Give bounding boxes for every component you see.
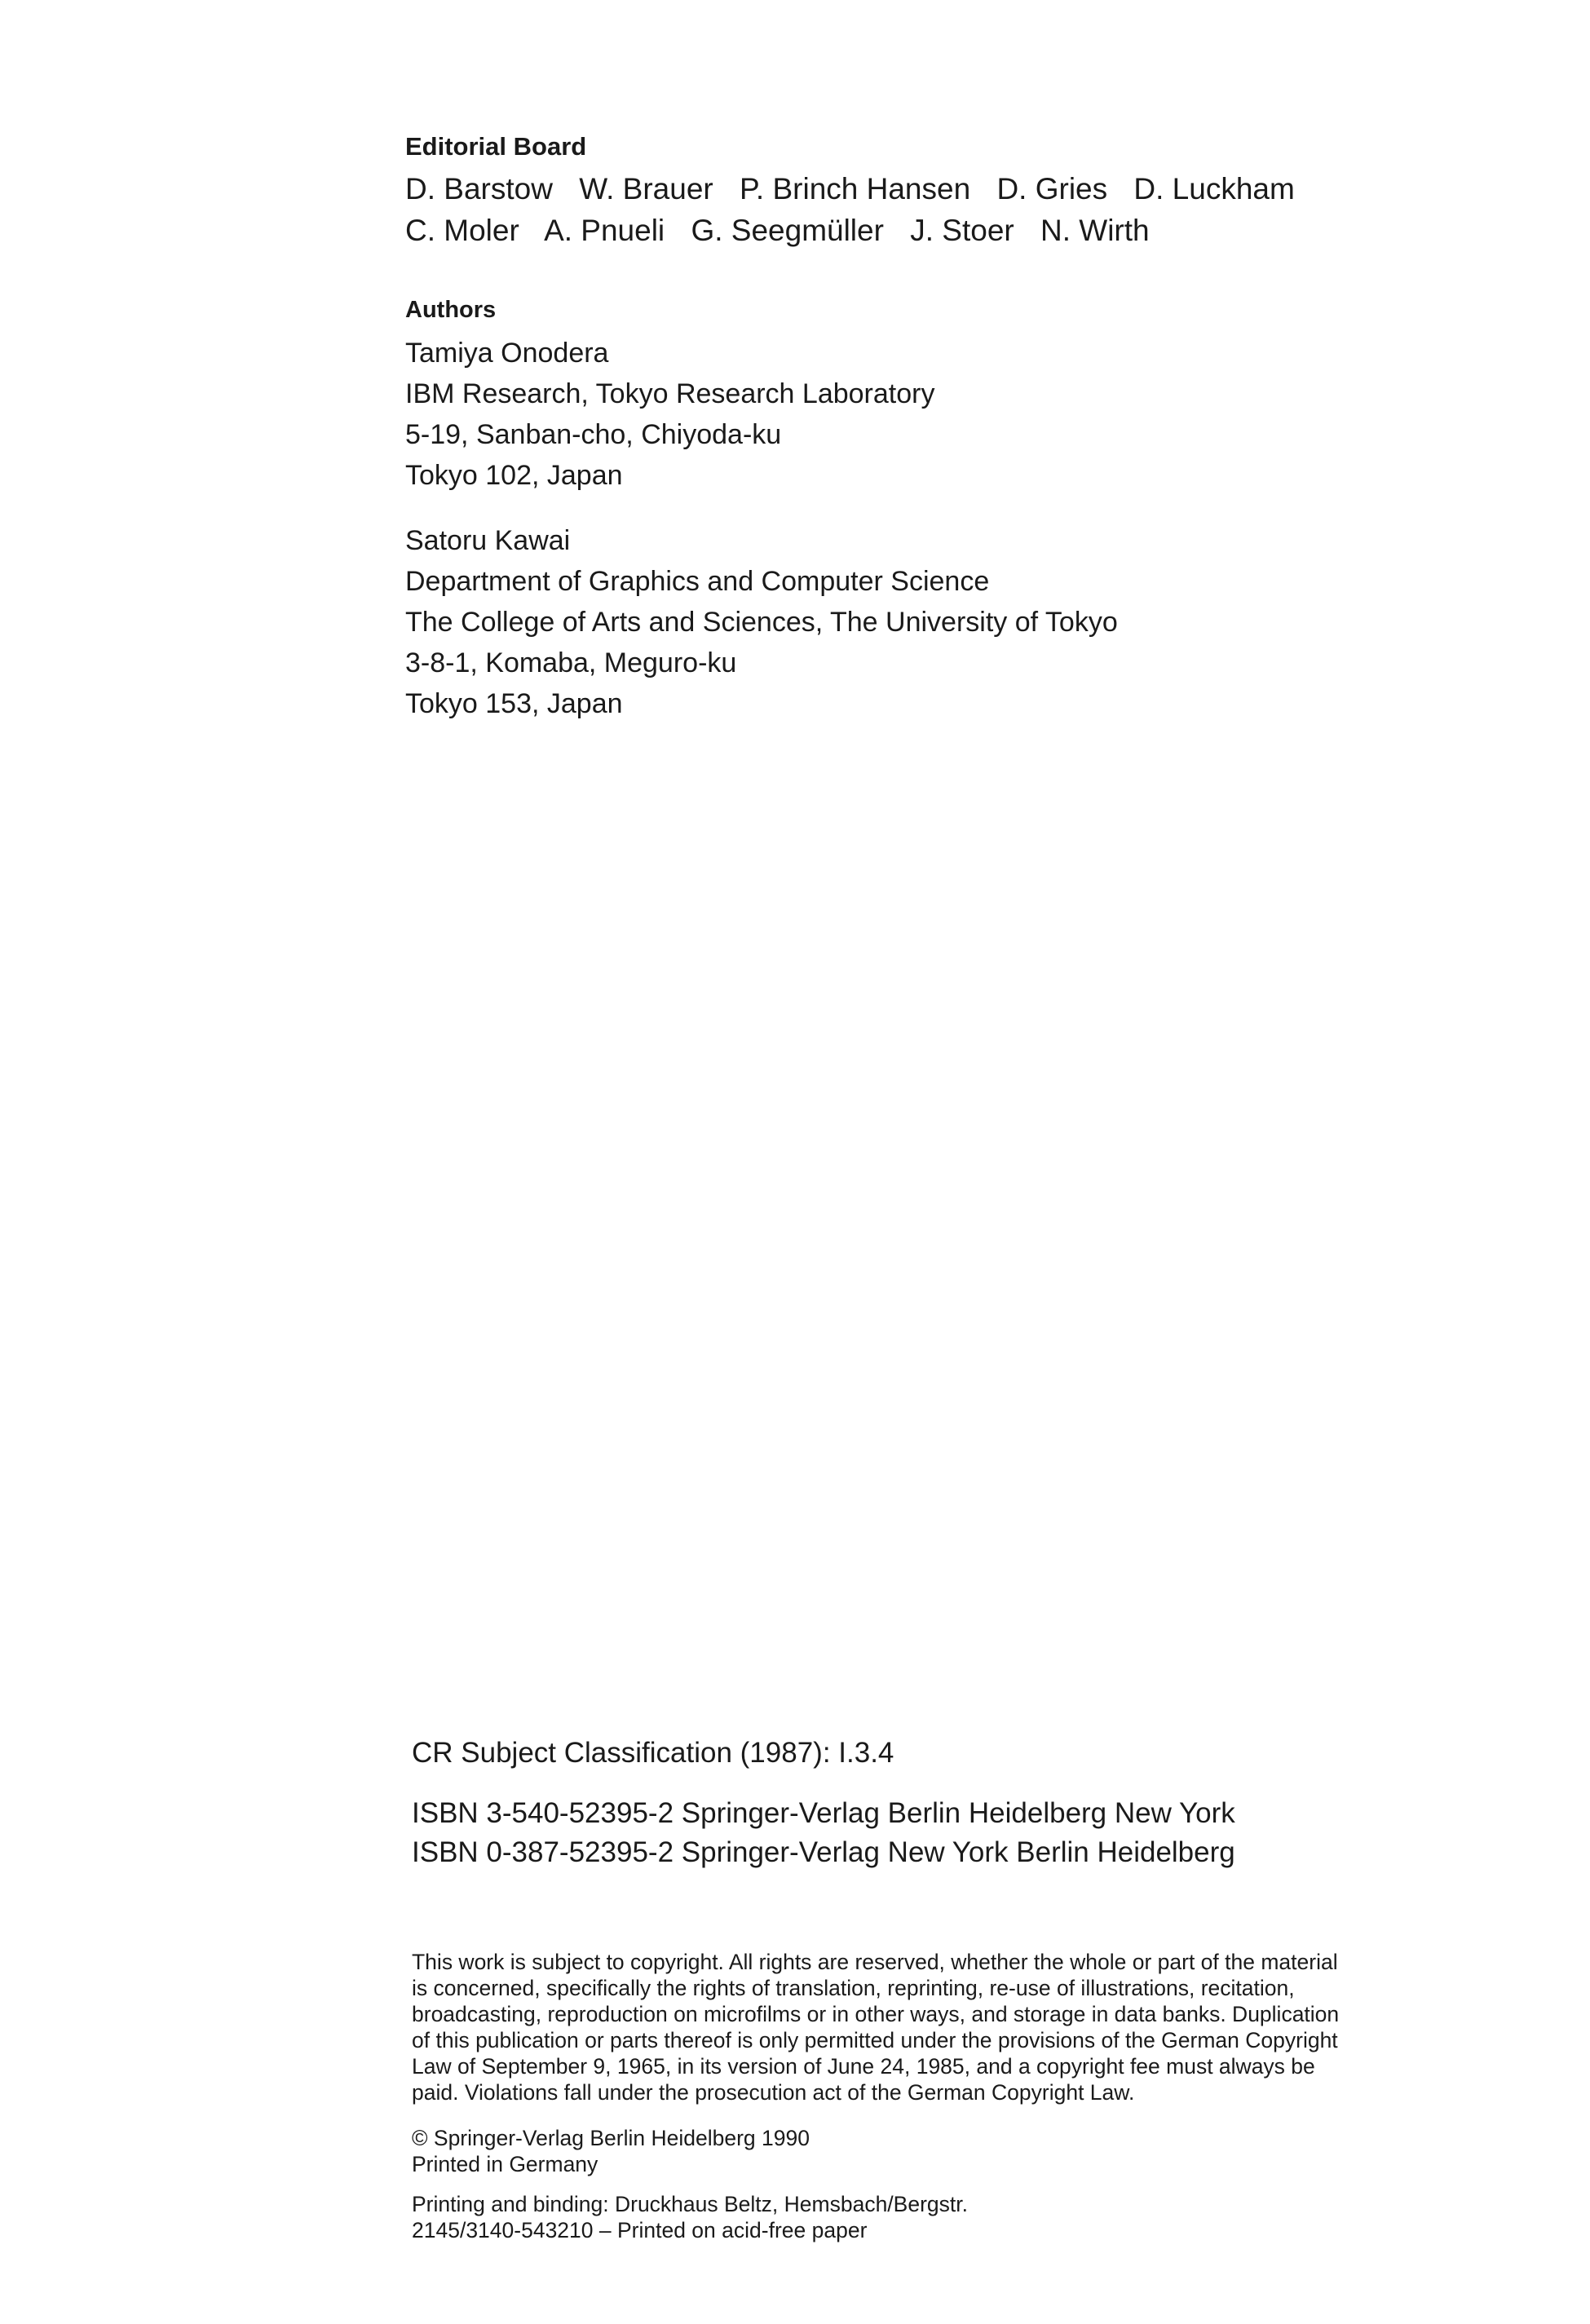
printing-info [412,2191,968,2243]
classification-text: CR Subject Classification (1987): I.3.4 [412,1737,894,1769]
isbn-section [412,1794,1235,1872]
notice-line: This work is subject to copyright. All rights are reserved, whether the whole or part of the material [412,1950,1338,1974]
notice-line: broadcasting, reproduction on microfilms or in other ways, and storage in data banks. Duplication [412,2002,1340,2026]
author-name: Satoru Kawai [405,525,571,556]
board-member: G. Seegmüller [691,214,884,247]
notice-line: is concerned, specifically the rights of translation, reprinting, re-use of illustrations, recitation, [412,1976,1295,2000]
authors-heading: Authors [405,297,497,323]
address-line: IBM Research, Tokyo Research Laboratory [405,378,935,409]
board-member: D. Gries [996,172,1108,205]
board-member: D. Barstow [405,172,553,205]
copyright-line: © Springer-Verlag Berlin Heidelberg 1990 [412,2126,810,2150]
address-line: Tokyo 102, Japan [405,460,623,491]
address-line: Tokyo 153, Japan [405,688,623,719]
address-line: Department of Graphics and Computer Science [405,566,990,597]
notice-line: of this publication or parts thereof is only permitted under the provisions of the German Copyright [412,2028,1338,2052]
isbn-line: ISBN 3-540-52395-2 Springer-Verlag Berlin Heidelberg New York [412,1797,1235,1829]
board-member: A. Pnueli [544,214,665,247]
board-member: D. Luckham [1133,172,1295,205]
author-1-address [405,333,1118,496]
board-member: P. Brinch Hansen [740,172,971,205]
author-2-address [405,520,1118,724]
cr-classification [412,1734,894,1773]
copyright-notice [412,1949,1339,2105]
address-line: 3-8-1, Komaba, Meguro-ku [405,647,737,678]
address-line: 5-19, Sanban-cho, Chiyoda-ku [405,419,782,450]
editorial-board-heading: Editorial Board [405,132,587,161]
board-member: W. Brauer [579,172,713,205]
publisher-info [412,2125,810,2177]
editorial-board-row-1 [405,168,1313,210]
isbn-line: ISBN 0-387-52395-2 Springer-Verlag New York Berlin Heidelberg [412,1836,1235,1868]
editorial-board-row-2 [405,210,1313,251]
printing-line: 2145/3140-543210 – Printed on acid-free paper [412,2218,868,2242]
notice-line: paid. Violations fall under the prosecution act of the German Copyright Law. [412,2080,1135,2105]
board-member: N. Wirth [1040,214,1150,247]
board-member: C. Moler [405,214,519,247]
notice-line: Law of September 9, 1965, in its version of June 24, 1985, and a copyright fee must always be [412,2054,1315,2079]
address-line: The College of Arts and Sciences, The University of Tokyo [405,607,1118,638]
board-member: J. Stoer [910,214,1014,247]
editorial-board-names [405,168,1313,251]
printing-line: Printing and binding: Druckhaus Beltz, Hemsbach/Bergstr. [412,2192,968,2216]
author-name: Tamiya Onodera [405,338,609,369]
authors-section [405,294,1118,724]
editorial-board-section [405,130,1313,251]
printed-in-line: Printed in Germany [412,2152,598,2176]
